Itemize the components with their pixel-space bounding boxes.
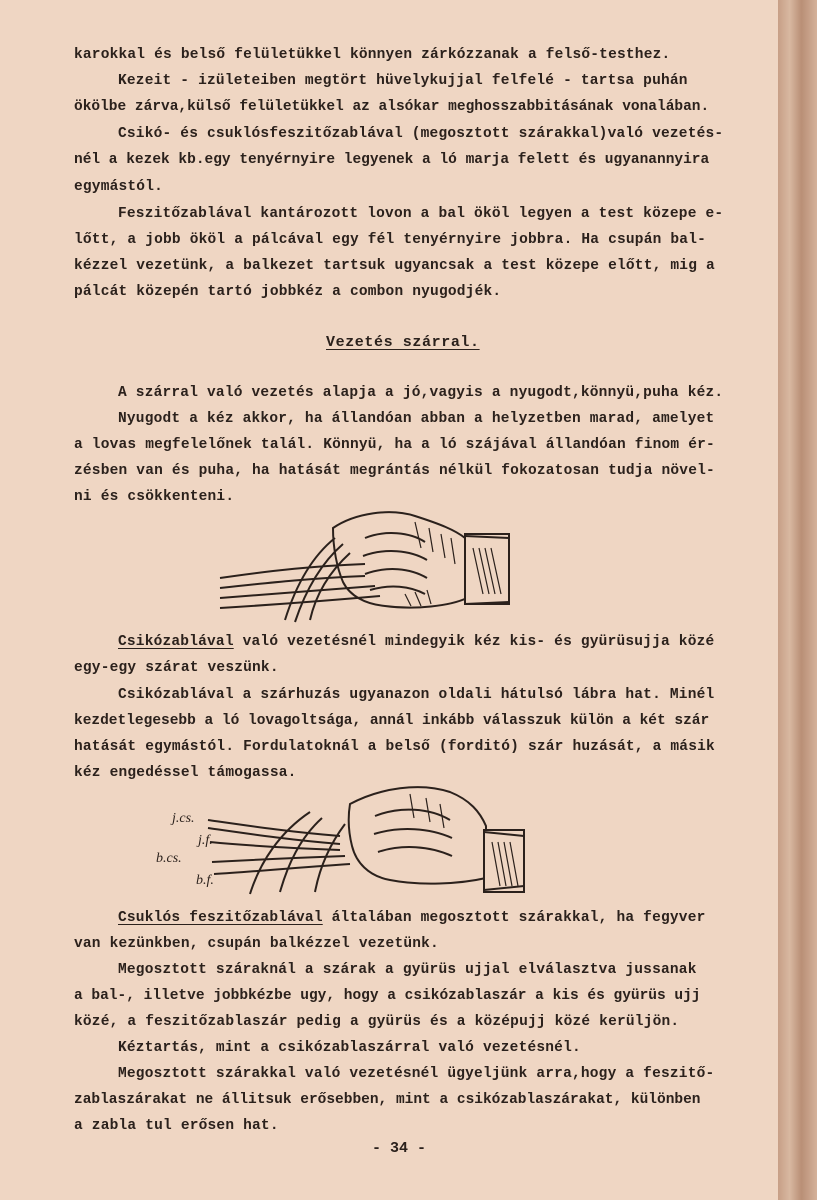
label-bcs: b.cs. xyxy=(156,851,182,866)
text-line: Kéztartás, mint a csikózablaszárral való vezetésnél. xyxy=(118,1040,581,1056)
text-line: hatását egymástól. Fordulatoknál a belső (forditó) szár huzását, a másik xyxy=(74,739,715,755)
text-line: közé, a feszitőzablaszár pedig a gyürüs és a középujj közé kerüljön. xyxy=(74,1014,680,1030)
text-line: van kezünkben, csupán balkézzel vezetünk. xyxy=(74,936,439,952)
label-jcs: j.cs. xyxy=(172,811,195,826)
text-line: pálcát közepén tartó jobbkéz a combon nyugodjék. xyxy=(74,284,502,300)
underlined-term: Csuklós feszitőzablával xyxy=(118,910,323,926)
text-line: lőtt, a jobb ököl a pálcával egy fél tenyérnyire jobbra. Ha csupán bal- xyxy=(74,232,707,248)
text-span: való vezetésnél mindegyik kéz kis- és gyürüsujja közé xyxy=(233,634,715,650)
text-line: zablaszárakat ne állitsuk erősebben, mint a csikózablaszárakat, különben xyxy=(74,1092,701,1108)
text-line: egymástól. xyxy=(74,179,164,195)
text-line xyxy=(118,910,706,926)
text-line: kézzel vezetünk, a balkezet tartsuk ugyancsak a test közepe előtt, mig a xyxy=(74,258,715,274)
text-line: a lovas megfelelőnek talál. Könnyü, ha a ló szájával állandóan finom ér- xyxy=(74,437,715,453)
text-line: zésben van és puha, ha hatását megrántás nélkül fokozatosan tudja növel- xyxy=(74,463,715,479)
text-line: ökölbe zárva,külső felületükkel az alsókar meghosszabbitásának vonalában. xyxy=(74,99,710,115)
text-line: Nyugodt a kéz akkor, ha állandóan abban a helyzetben marad, amelyet xyxy=(118,411,715,427)
page-edge xyxy=(778,0,817,1200)
text-line: Megosztott száraknál a szárak a gyürüs ujjal elválasztva jussanak xyxy=(118,962,697,978)
label-jf: j.f. xyxy=(198,833,213,848)
text-line xyxy=(118,634,714,650)
text-line: Csikó- és csuklósfeszitőzablával (megosztott szárakkal)való vezetés- xyxy=(118,126,724,142)
text-line: Megosztott szárakkal való vezetésnél ügyeljünk arra,hogy a feszitő- xyxy=(118,1066,715,1082)
hand-reins-illustration xyxy=(215,508,515,626)
label-bf: b.f. xyxy=(196,873,214,888)
text-line: a bal-, illetve jobbkézbe ugy, hogy a csikózablaszár a kis és gyürüs ujj xyxy=(74,988,701,1004)
text-line: nél a kezek kb.egy tenyérnyire legyenek a ló marja felett és ugyanannyira xyxy=(74,152,710,168)
text-line: A szárral való vezetés alapja a jó,vagyis a nyugodt,könnyü,puha kéz. xyxy=(118,385,724,401)
text-line: kezdetlegesebb a ló lovagoltsága, annál inkább válasszuk külön a két szár xyxy=(74,713,710,729)
underlined-term: Csikózablával xyxy=(118,634,234,650)
page-number: - 34 - xyxy=(372,1140,427,1157)
text-span: általában megosztott szárakkal, ha fegyver xyxy=(322,910,706,926)
text-line: karokkal és belső felületükkel könnyen zárkózzanak a felső-testhez. xyxy=(74,47,671,63)
text-line: Feszitőzablával kantározott lovon a bal ököl legyen a test közepe e- xyxy=(118,206,724,222)
text-line: ni és csökkenteni. xyxy=(74,489,235,505)
text-line: a zabla tul erősen hat. xyxy=(74,1118,279,1134)
hand-labelled-reins-illustration xyxy=(150,782,530,900)
section-heading: Vezetés szárral. xyxy=(326,334,480,351)
text-line: egy-egy szárat veszünk. xyxy=(74,660,279,676)
text-line: kéz engedéssel támogassa. xyxy=(74,765,297,781)
text-line: Kezeit - izületeiben megtört hüvelykujjal felfelé - tartsa puhán xyxy=(118,73,688,89)
text-line: Csikózablával a szárhuzás ugyanazon oldali hátulsó lábra hat. Minél xyxy=(118,687,715,703)
